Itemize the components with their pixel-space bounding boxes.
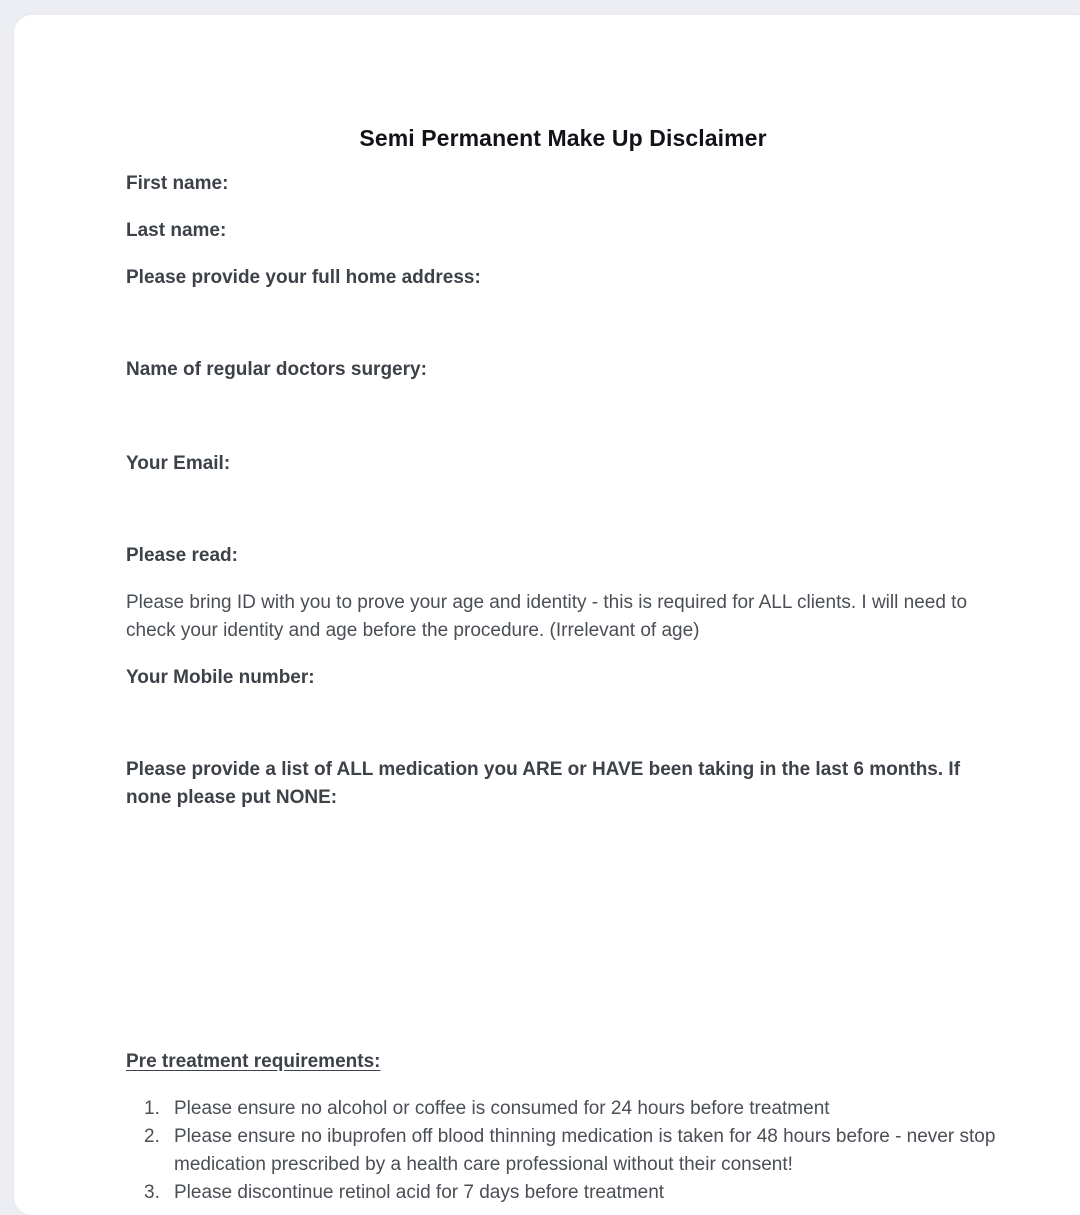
pre-treatment-heading: Pre treatment requirements: (126, 1051, 381, 1072)
list-item-number: 2. (144, 1126, 160, 1147)
first-name-label: First name: (126, 173, 229, 194)
form-title: Semi Permanent Make Up Disclaimer (359, 125, 767, 151)
list-item-number: 1. (144, 1098, 160, 1119)
list-item-number: 3. (144, 1182, 160, 1203)
list-item (144, 1123, 1004, 1179)
list-item (144, 1179, 1004, 1207)
mobile-number-label: Your Mobile number: (126, 667, 315, 688)
medication-label: Please provide a list of ALL medication you ARE or HAVE been taking in the last 6 months. If none please put NONE: (126, 759, 961, 808)
list-item-text: Please discontinue retinol acid for 7 days before treatment (174, 1182, 665, 1203)
please-read-label: Please read: (126, 545, 238, 566)
doctors-surgery-label: Name of regular doctors surgery: (126, 359, 427, 380)
home-address-label: Please provide your full home address: (126, 267, 481, 288)
pre-treatment-list (144, 1095, 1004, 1207)
list-item (144, 1095, 1004, 1123)
list-item-text: Please ensure no ibuprofen off blood thinning medication is taken for 48 hours before - never stop medication prescribed by a health care professional without their consent! (174, 1126, 996, 1175)
email-label: Your Email: (126, 453, 231, 474)
id-notice-text: Please bring ID with you to prove your age and identity - this is required for ALL clients. I will need to check your identity and age before the procedure. (Irrelevant of age) (126, 592, 968, 641)
list-item-text: Please ensure no alcohol or coffee is consumed for 24 hours before treatment (174, 1098, 830, 1119)
last-name-label: Last name: (126, 220, 227, 241)
form-card (14, 15, 1080, 1215)
